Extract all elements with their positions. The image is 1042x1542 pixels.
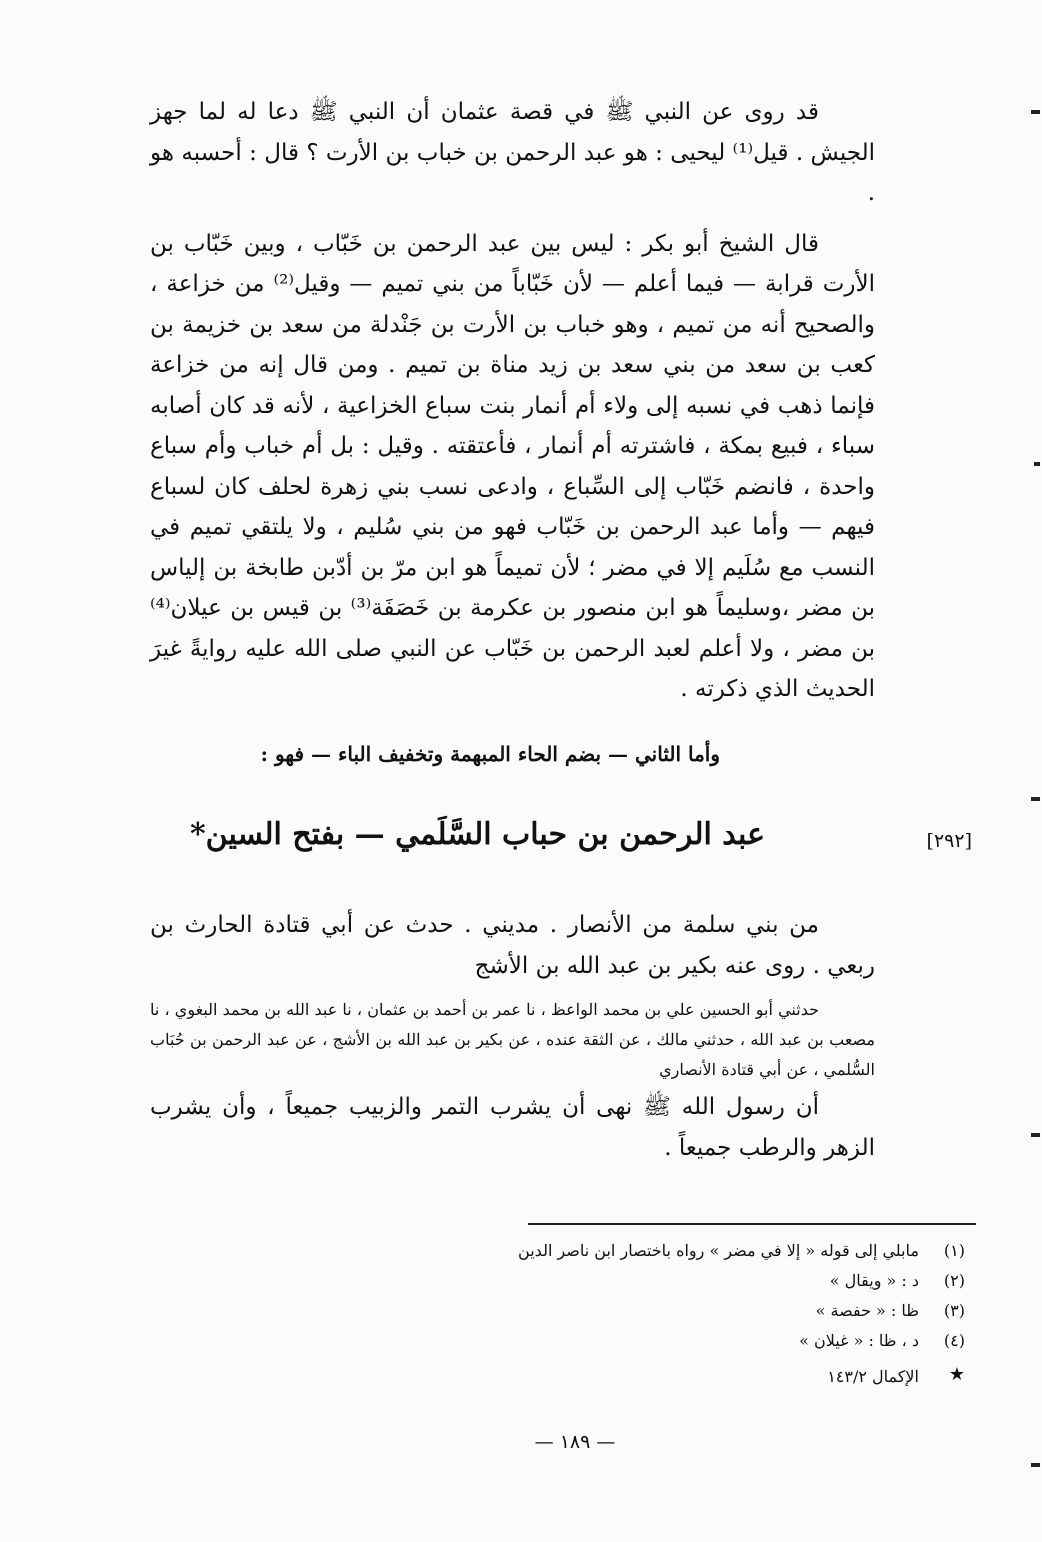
footnote-text: مابلي إلى قوله « إلا في مضر » رواه باختصار ابن ناصر الدين <box>518 1241 919 1260</box>
footnote-item <box>430 1296 965 1326</box>
footnote-item <box>430 1326 965 1356</box>
footnote-marker: (١) <box>943 1241 965 1260</box>
footnote-text: الإكمال ١٤٣/٢ <box>827 1367 919 1386</box>
scan-edge-mark <box>1031 1133 1040 1137</box>
entry-title: عبد الرحمن بن حباب السَّلَمي — بفتح السين* <box>189 817 765 852</box>
isnad-chain: حدثني أبو الحسين علي بن محمد الواعظ ، نا عمر بن أحمد بن عثمان ، نا عبد الله بن محمد البغوي ، نا مصعب بن عبد الله ، حدثني مالك ، عن الثقة عنده ، عن بكير بن عبد الله بن الأشج ، عن عبد الرحمن بن حُبَاب السُّلمي ، عن أبي قتادة الأنصاري <box>150 1000 875 1079</box>
scan-edge-mark <box>1031 110 1040 114</box>
scan-edge-mark <box>1034 462 1040 466</box>
footnote-star-marker: ★ <box>948 1364 965 1385</box>
footnote-item <box>430 1356 965 1386</box>
footnote-divider <box>528 1223 976 1225</box>
hadith-text: أن رسول الله ﷺ نهى أن يشرب التمر والزبيب جميعاً ، وأن يشرب الزهر والرطب جميعاً . <box>150 1094 875 1161</box>
entry-number: [٢٩٢] <box>926 830 972 852</box>
scan-edge-mark <box>1031 1463 1040 1467</box>
footnote-text: د : « ويقال » <box>829 1271 919 1290</box>
footnote-marker: (٤) <box>943 1331 965 1350</box>
footnote-item <box>430 1236 965 1266</box>
footnote-item <box>430 1266 965 1296</box>
footnote-marker: (٣) <box>943 1301 965 1320</box>
entry-intro: من بني سلمة من الأنصار . مديني . حدث عن أبي قتادة الحارث بن ربعي . روى عنه بكير بن عبد الله بن الأشج <box>150 912 875 979</box>
entry-body <box>150 905 875 1169</box>
footnotes <box>430 1236 965 1386</box>
section-subheading: وأما الثاني — بضم الحاء المبهمة وتخفيف الباء — فهو : <box>260 742 720 766</box>
paragraph-1: قد روى عن النبي ﷺ في قصة عثمان أن النبي ﷺ دعا له لما جهز الجيش . قيل⁽¹⁾ ليحيى : هو عبد الرحمن بن خباب بن الأرت ؟ قال : أحسبه هو . <box>150 99 875 206</box>
page-number: — ١٨٩ — <box>534 1431 616 1453</box>
scan-edge-mark <box>1031 797 1040 801</box>
paragraph-2: قال الشيخ أبو بكر : ليس بين عبد الرحمن بن خَبّاب ، وبين خَبّاب بن الأرت قرابة — فيما أعلم — لأن خَبّاباً من بني تميم — وقيل⁽²⁾ من خزاعة ، والصحيح أنه من تميم ، وهو خباب بن الأرت بن جَنْدلة من سعد بن خزيمة بن كعب بن سعد من بني سعد بن زيد مناة بن تميم . ومن قال إنه من خزاعة فإنما ذهب في نسبه إلى ولاء أم أنمار بنت سباع الخزاعية ، لأنه قد كان أصابه سباء ، فبيع بمكة ، فاشترته أم أنمار ، فأعتقته . وقيل : بل أم خباب وأم سباع واحدة ، فانضم خَبّاب إلى السِّباع ، وادعى نسب بني زهرة لحلف كان لسباع فيهم — وأما عبد الرحمن بن خَبّاب فهو من بني سُليم ، ولا يلتقي تميم في النسب مع سُلَيم إلا في مضر ؛ لأن تميماً هو ابن مرّ بن أدّبن طابخة بن إلياس بن مضر ،وسليماً هو ابن منصور بن عكرمة بن خَصَفَة⁽³⁾ بن قيس بن عيلان⁽⁴⁾ بن مضر ، ولا أعلم لعبد الرحمن بن خَبّاب عن النبي صلى الله عليه روايةً غيرَ الحديث الذي ذكرته . <box>150 230 876 702</box>
footnote-text: ظا : « حفصة » <box>815 1301 919 1320</box>
footnote-marker: (٢) <box>943 1271 965 1290</box>
footnote-text: د ، ظا : « غيلان » <box>799 1331 919 1350</box>
main-text <box>150 92 875 718</box>
